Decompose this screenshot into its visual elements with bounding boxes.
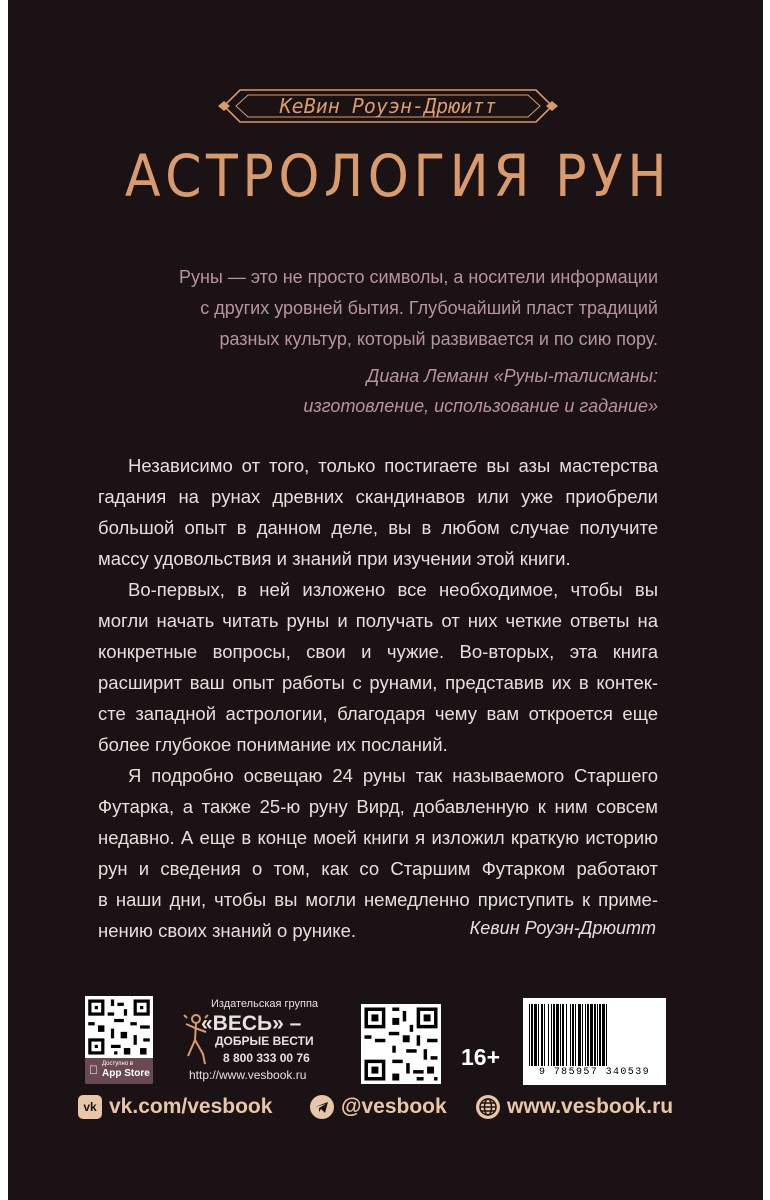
epigraph [128,262,658,421]
text-line: Во-первых, в ней изложено все необходимое, чтобы вы [128,579,658,600]
text-line: более глубокое понимание их посланий. [98,734,448,755]
qr-code-appstore[interactable] [85,996,153,1058]
apple-icon [89,1062,101,1078]
social-link-web[interactable] [476,1092,673,1122]
qr-code-icon [85,996,153,1058]
text-line: Я подробно освещаю 24 руны так называемого Старшего [128,765,658,786]
text-line: гадания на рунах древних скандинавов или уже приобрели [98,486,658,507]
text-line: большой опыт в данном деле, вы в любом случае получите [98,517,658,538]
publisher-group: Издательская группа [211,998,319,1010]
vk-icon: vk [78,1095,102,1119]
social-link-vk[interactable] [78,1092,272,1122]
paragraph [98,450,658,574]
text-line: рун и сведения о том, как со Старшим Футарком работают [98,858,658,879]
epigraph-source: изготовление, использование и гадание» [303,396,658,416]
text-line: расширит ваш опыт работы с рунами, представив их в контек- [98,672,658,693]
vk-link-label: vk.com/vesbook [109,1095,273,1118]
text-line: Независимо от того, только постигаете вы азы мастерства [128,455,658,476]
publisher-url[interactable]: http://www.vesbook.ru [189,1068,307,1082]
text-line: Футарка, а также 25-ю руну Вирд, добавленную к ним совсем [98,796,658,817]
appstore-badge[interactable] [85,1058,153,1084]
text-line: сте западной астрологии, благодаря чему вам откроется еще [98,703,658,724]
author-banner [218,85,558,127]
epigraph-line: разных культур, который развивается и по сию пору. [219,329,658,349]
publisher-tagline: ДОБРЫЕ ВЕСТИ [215,1034,314,1048]
isbn-number: 9 785957 340539 [538,1067,650,1078]
barcode-bars [529,1004,660,1066]
globe-icon [476,1095,500,1119]
epigraph-line: с других уровней бытия. Глубочайший пласт традиций [200,298,658,318]
qr-code-icon [361,1004,441,1084]
text-line: могли начать читать руны и получать от них четкие ответы на [98,610,658,631]
book-title: АСТРОЛОГИЯ РУН [124,142,672,210]
text-line: нению своих знаний о рунике. [98,920,357,941]
appstore-small-label: Доступно в [102,1061,134,1067]
author-signature: Кевин Роуэн-Дрюитт [469,918,656,938]
text-line: недавно. А еще в конце моей книги я изложил краткую историю [98,827,658,848]
appstore-label: App Store [102,1068,150,1079]
social-link-telegram[interactable] [310,1092,447,1122]
publisher-phone: 8 800 333 00 76 [223,1051,310,1065]
telegram-link-label: @vesbook [341,1095,447,1118]
paragraph [98,574,658,760]
text-line: конкретные вопросы, свои и чужие. Во-вторых, эта книга [98,641,658,662]
publisher-name: «ВЕСЬ» – [201,1012,302,1035]
publisher-logo-block [183,998,353,1088]
book-back-cover [8,0,763,1200]
telegram-icon [310,1095,334,1119]
isbn-barcode [523,998,666,1085]
annotation-text [98,450,658,946]
epigraph-line: Руны — это не просто символы, а носители информации [178,267,658,287]
qr-code-website[interactable] [361,1004,441,1084]
epigraph-source: Диана Леманн «Руны-талисманы: [366,366,658,386]
web-link-label: www.vesbook.ru [507,1095,674,1118]
age-rating: 16+ [461,1044,501,1070]
text-line: в наши дни, чтобы вы могли немедленно приступить к приме- [98,889,658,910]
author-name: КеВин Роуэн-Дрюитт [279,94,497,118]
text-line: массу удовольствия и знаний при изучении этой книги. [98,548,571,569]
